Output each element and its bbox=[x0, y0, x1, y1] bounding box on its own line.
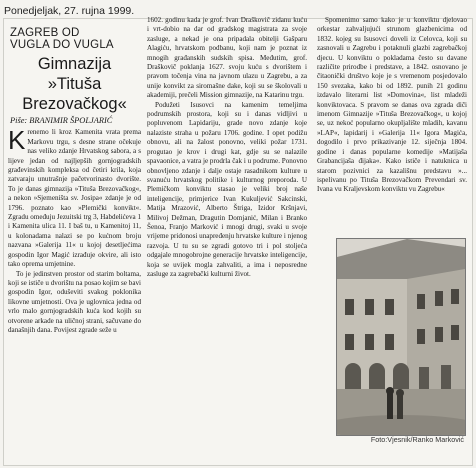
byline: Piše: BRANIMIR ŠPOLJARIĆ bbox=[10, 116, 113, 125]
building-photo bbox=[336, 238, 466, 436]
headline-line: »Tituša bbox=[47, 75, 102, 93]
headline-line: Brezovačkog« bbox=[22, 95, 127, 113]
headline-line: Gimnazija bbox=[37, 55, 112, 73]
paragraph: Podužeti Isusovci na kamenim temeljima podrumskih prostora, koji su i danas vidljivi u popluvenom Lapidariju, grade novo zdanje koje nalaziste straha u požaru 1706. godine. I opet podižu obnovu, ali na žalost ponovno, veliki požar 1731. progutao je krov i drugi kat, gdje su se nalazile spavaonice, a vatra je prodrla čak i u podrume. Ponovno obnovljeno zdanje i dalje ostaje rasadnikom kulture u svanuću hrvatskog politike i kulturnog preporoda. U Plemičkom konviktu stasao je veliki broj naše inteligencije, primjerice Ivan Kukuljević Sakcinski, Matija Mrazović, Alberto Štriga, Izidor Kršnjavi, Milivoj Dežman, Dragutin Domjanić, Milan i Branko Šenoa, Franjo Marković i mnogi drugi, svaki u svoje vrijeme pridonosi unapređenju hrvatske kulture i njenog razvoja. U tu su se zgradi gotovo tri i pol stoljeća odgajale mnogobrojne generacije hrvatske inteligencije, koja se uvijek mogla zahvaliti, a ima i neposredne zasluge za zagrebački kulturni život. bbox=[147, 100, 307, 278]
paragraph: 1602. godinu kada je grof. Ivan Draškovič zidanu kuću i vrt-dobio na dar od gradskog magistrata za svoje zasluge, a nekad je ona pripadala obitelji Gašparu Alagiću, hrvatskom podbanu, koji nam je poznat iz mnogih građanskih sudskih spisa. Međutim, grof. Draškovič poklanja 1627. svoju kuću s dvorištem i pravom točenja vina na javnom ulazu u Zagrebu, a za unije konvikt za siromašne dake, koji su se školovali u akademiji, prečeli Mission gimnazije, na Katarinu trgu. bbox=[147, 16, 307, 100]
dateline: Ponedjeljak, 27. rujna 1999. bbox=[4, 5, 135, 17]
article-column-2 bbox=[147, 16, 307, 279]
article-column-1 bbox=[8, 27, 141, 335]
article-column-3 bbox=[317, 16, 467, 195]
photo-credit: Foto:Vjesnik/Ranko Marković bbox=[370, 435, 464, 444]
drop-cap: K bbox=[8, 125, 26, 156]
building-illustration bbox=[337, 239, 465, 435]
paragraph: Spomenimo samo kako je u konviktu djelovao orkestar zahvaljujući strunom glazbenicima od 1832. kojeg su Isusovci doveli iz Celovca, koji su zasnovali u Zagrebu i potaknuli glazbi zagrebačkoj djecu. U konviktu o pokladama često su davane različite prirodbe i predstave, a 1842. osnovano je čitaonički društvo koje je s vremenom posjedovalo 150 svezaka, kako bi od 1892. punih 21 godinu izdavalo literarni list »Domovina«, list mladeži konviktovaca. S pravom se danas ova zgrada diči imenom Gimnazije »Tituša Brezovačkog«, u kojoj se, uz nekoć popularno okupljalište mladih, kavanu »LAP«, lapidarij i »Galerija 11« Igora Magića, dogodilo i prvo prikazivanje 12. siječnja 1804. godine i danas popularne komedije »Matijaša Grabancijaša đijaka«. Kako ističe i natuknica u starom pozivnici za kazališnu predstavu »... ispelivanu po Tituša Brezovačkom Prevendari sv. Ivana vu Kraljevskom konviktu vu Zagrebu« bbox=[317, 16, 467, 194]
paragraph: To je jedinstven prostor od starim boltama, koji se ističe u dvorištu na posao kojim se bavi gospodin Igor, oduševiti svakog poklonika likovne umjetnosti. Ova je uglovnica jedna od vrlo malo gornjogradskih kuća kod kojih su otvorene arkade na uličnoj strani, sačuvane do današnjih dana. Povijest zgrade seže u bbox=[8, 269, 141, 334]
section-heading bbox=[10, 27, 141, 51]
article-headline bbox=[8, 54, 141, 114]
paragraph-text: renemo li kroz Kamenita vrata prema Markovu trgu, s desne strane očekuje nas veliko zdanje Hrvatskog sabora, a s lijeve jedan od najljepših gornjogradskih građevinskih kompleksa od četiri krila, koja zatvaraju unutrašnje pačetvorinasto dvorište. To je danas gimnazija »Tituša Brezovačkog«, a nekon »Sjemeništa sv. Josipa« zdanje je od 1796. poznato kao »Plemički konvikt«. Zgradu omeđuju Jezuitski trg 3, Habdelićeva 1 i Kamenita ulica 11. I baš tu, u Kamenitoj 11, u kolonadama nalazi se po kućnom broju nazvana »Galerija 11« u kojoj desetljećima gospodin Igor Magić izrađuje okvire, ali isto tako oprema umjetnine. bbox=[8, 128, 141, 269]
section-heading-line: ZAGREB OD bbox=[10, 27, 80, 39]
paragraph bbox=[8, 125, 141, 269]
section-heading-line: VUGLA DO VUGLA bbox=[10, 39, 114, 51]
